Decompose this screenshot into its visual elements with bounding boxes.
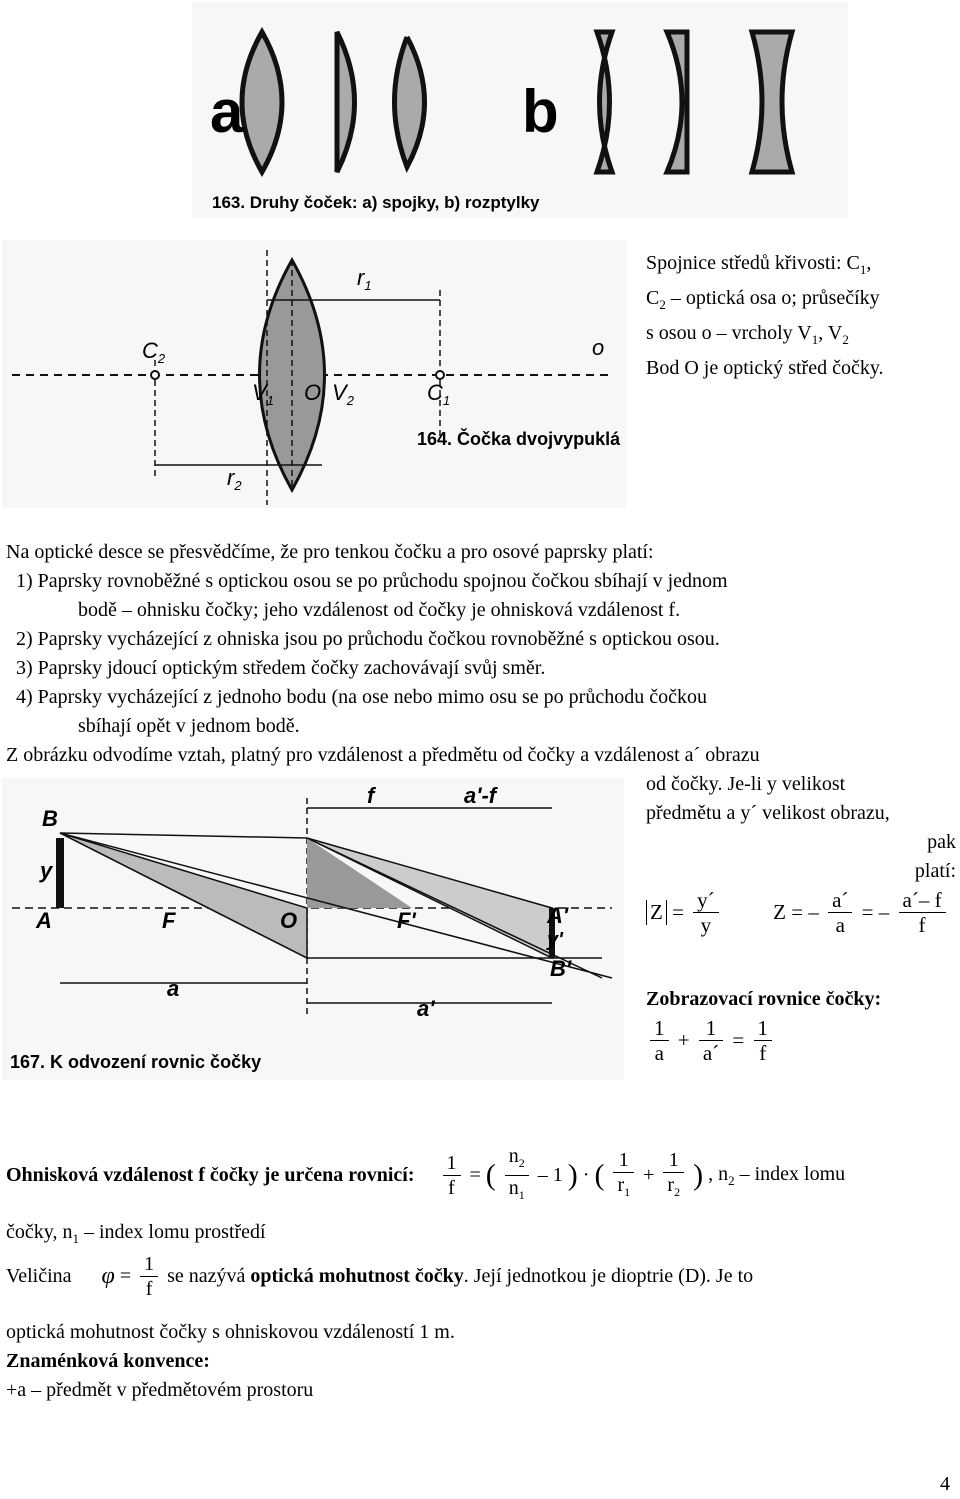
- side-note: Spojnice středů křivosti: $C_1$, $C_2$ – optická osa o; průsečíky s osou o – vrcholy $V_1$, $V_2$ Bod O je optický střed čočky.: [646, 252, 884, 379]
- page-number: 4: [940, 1473, 950, 1495]
- figure-164-biconvex-lens: [2, 240, 626, 508]
- fig164-c1: $C_1$: [427, 380, 451, 408]
- fig164-v2: $V_2$: [332, 380, 354, 408]
- rule-2: 2) Paprsky vycházející z ohniska jsou po průchodu čočkou rovnoběžné s optickou osou.: [16, 628, 720, 650]
- fig167-O: O: [280, 908, 298, 933]
- fig167-B2: B': [550, 956, 572, 981]
- fig167-B: B: [42, 806, 58, 831]
- zobrazovaci-title: Zobrazovací rovnice čočky:: [646, 988, 882, 1010]
- fig164-o-center: O: [304, 380, 322, 405]
- fig167-F: F: [162, 908, 176, 933]
- fig164-v1: $V_1$: [252, 380, 274, 408]
- cocky-line: čočky, $n_1$ – index lomu prostředí: [6, 1221, 266, 1246]
- fig167-y2: y': [547, 929, 563, 951]
- optical-power-line: Veličina φ = $\frac{1}{f}$ se nazývá optická mohutnost čočky. Její jednotkou je dioptrie (D). Je to: [6, 1253, 754, 1300]
- intro: Na optické desce se přesvědčíme, že pro tenkou čočku a pro osové paprsky platí:: [6, 541, 654, 563]
- rule-4: 4) Paprsky vycházející z jednoho bodu (na ose nebo mimo osu se po průchodu čočkou: [16, 686, 707, 708]
- fig163-caption: 163. Druhy čoček: a) spojky, b) rozptylky: [212, 193, 540, 212]
- optical-power-line-2: optická mohutnost čočky s ohniskovou vzdáleností 1 m.: [6, 1321, 455, 1343]
- rule-4-cont: sbíhají opět v jednom bodě.: [78, 715, 300, 737]
- rule-1-cont: bodě – ohnisku čočky; jeho vzdálenost od čočky je ohnisková vzdálenost f.: [78, 599, 681, 621]
- fig167-A: A: [36, 908, 52, 933]
- fig167-a2: a': [417, 996, 435, 1021]
- fig167-A2: A': [547, 903, 569, 928]
- fig167-f: f: [367, 783, 375, 808]
- fig167-caption: 167. K odvození rovnic čočky: [10, 1052, 262, 1072]
- fig167-af: a'-f: [464, 783, 497, 808]
- z-line: Z obrázku odvodíme vztah, platný pro vzdálenost a předmětu od čočky a vzdálenost a´ obrazu: [6, 744, 760, 766]
- fig164-r1: $r_1$: [357, 265, 372, 293]
- fig164-o-axis: o: [592, 335, 605, 360]
- fig167-F2: F': [397, 908, 416, 933]
- fig163-label-b: b: [522, 78, 559, 145]
- figure-163-lens-types: [192, 2, 848, 218]
- focal-length-equation: Ohnisková vzdálenost f čočky je určena rovnicí: $\frac{1}{f}$ = ( $\frac{n_2}{n_1}$ – 1 ) · ( $\frac{1}{r_1}$ + $\frac{1}{r_2}$ ) , $n_2$ – index lomu: [6, 1145, 846, 1202]
- rule-1: 1) Paprsky rovnoběžné s optickou osou se po průchodu spojnou čočkou sbíhají v jednom: [16, 570, 728, 592]
- body-text: [6, 538, 760, 770]
- lens-equation: $\frac{1}{a}$ + $\frac{1}{a´}$ = $\frac{1}{f}$: [646, 1016, 776, 1065]
- fig164-r2: $r_2$: [227, 465, 242, 493]
- fig164-c2: $C_2$: [142, 338, 166, 366]
- rule-3: 3) Paprsky jdoucí optickým středem čočky zachovávají svůj směr.: [16, 657, 546, 679]
- fig163-label-a: a: [210, 78, 244, 145]
- figure-167-lens-equation: [2, 778, 624, 1080]
- magnification-equations: Z = $\frac{y´}{y}$ Z = – $\frac{a´}{a}$ = – $\frac{a´- f}{f}$: [646, 888, 950, 937]
- fig167-y: y: [40, 858, 53, 883]
- sign-convention-title: Znaménková konvence:: [6, 1350, 210, 1372]
- sign-convention-item: +a – předmět v předmětovém prostoru: [6, 1379, 314, 1401]
- fig164-caption: 164. Čočka dvojvypuklá: [417, 429, 621, 449]
- fig167-a: a: [167, 976, 180, 1001]
- right-column-text: od čočky. Je-li y velikost předmětu a y´ velikost obrazu, pak platí:: [646, 773, 956, 882]
